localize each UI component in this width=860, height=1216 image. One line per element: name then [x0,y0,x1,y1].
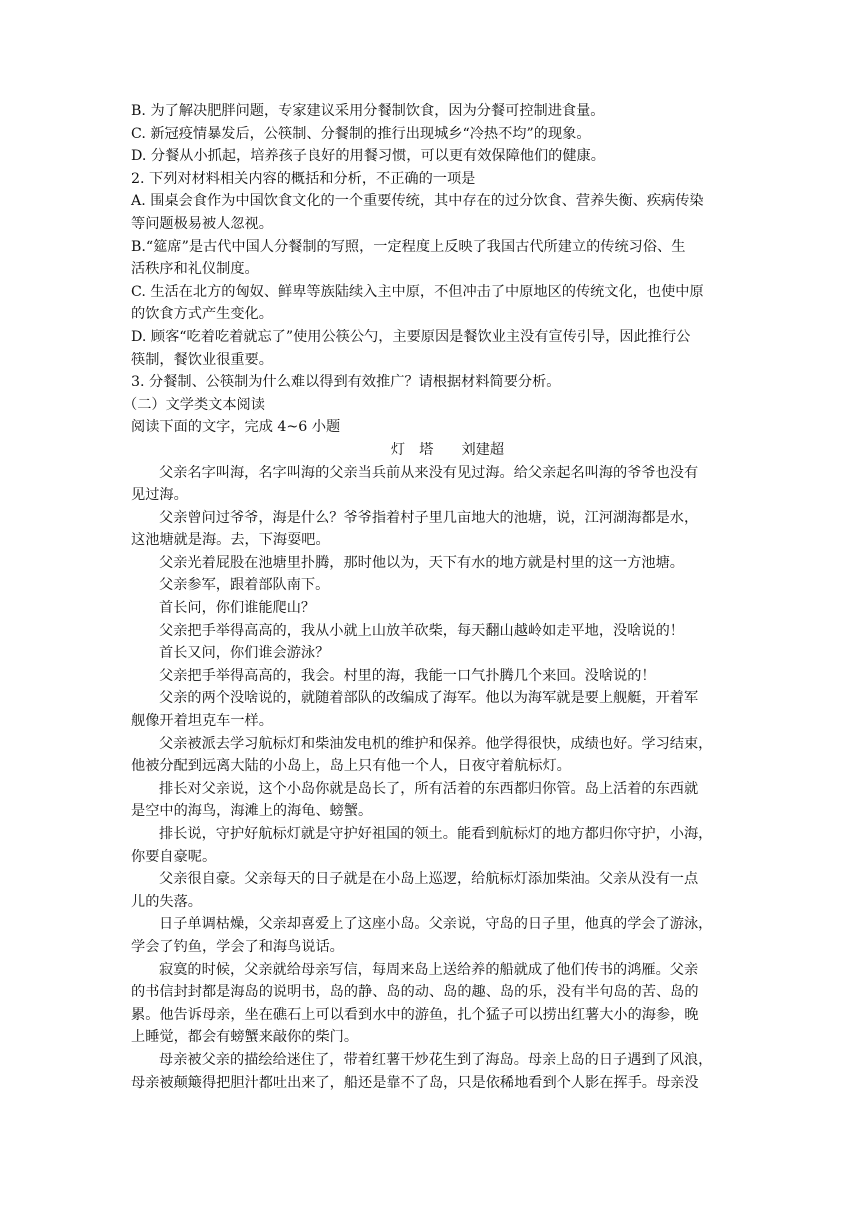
q2-option-b-line-1: B.“筵席”是古代中国人分餐制的写照，一定程度上反映了我国古代所建立的传统习俗、生 [131,238,686,255]
story-line: 母亲被颠簸得把胆汁都吐出来了，船还是靠不了岛，只是依稀地看到个人影在挥手。母亲没 [131,1074,699,1091]
option-b-line: B. 为了解决肥胖问题，专家建议采用分餐制饮食，因为分餐可控制进食量。 [131,103,605,119]
story-line: 他被分配到远离大陆的小岛上，岛上只有他一个人，日夜守着航标灯。 [131,758,571,775]
story-paragraph [131,959,740,1049]
story-paragraph [131,665,740,688]
story-line: 儿的失落。 [131,893,202,910]
question-3-stem: 3. 分餐制、公筷制为什么难以得到有效推广？请根据材料简要分析。 [131,374,561,391]
story-line: 排长对父亲说，这个小岛你就是岛长了，所有活着的东西都归你管。岛上活着的东西就 [159,780,699,797]
story-line: 父亲曾问过爷爷，海是什么？爷爷指着村子里几亩地大的池塘，说，江河湖海都是水， [159,509,699,526]
story-line: 学会了钓鱼，学会了和海鸟说话。 [131,938,344,955]
story-line: 首长又问，你们谁会游泳？ [159,645,330,662]
question-2-stem: 2. 下列对材料相关内容的概括和分析，不正确的一项是 [131,170,476,187]
story-body [131,462,740,1095]
story-title-line [131,439,740,462]
story-author: 刘建超 [461,441,505,458]
story-paragraph [131,620,740,643]
q2-option-d-line-2: 筷制，餐饮业很重要。 [131,351,273,368]
story-line: 的书信封封都是海岛的说明书，岛的静、岛的动、岛的趣、岛的乐，没有半句岛的苦、岛的 [131,984,699,1001]
q2-option-c-line-1: C. 生活在北方的匈奴、鲜卑等族陆续入主中原，不但冲击了中原地区的传统文化，也使中原 [131,283,704,300]
q2-option-d-line-1: D. 顾客“吃着吃着就忘了”使用公筷公勺，主要原因是餐饮业主没有宣传引导，因此推行公 [131,328,691,345]
story-paragraph [131,642,740,665]
option-c-line: C. 新冠疫情暴发后，公筷制、分餐制的推行出现城乡“冷热不均”的现象。 [131,125,591,142]
story-paragraph [131,574,740,597]
story-paragraph [131,687,740,732]
story-line: 首长问，你们谁能爬山？ [159,600,316,617]
story-paragraph [131,1049,740,1094]
story-line: 见过海。 [131,487,188,504]
story-title: 灯 塔 [390,441,434,458]
story-line: 父亲光着屁股在池塘里扑腾，那时他以为，天下有水的地方就是村里的这一方池塘。 [159,554,684,571]
story-line: 是空中的海鸟，海滩上的海龟、螃蟹。 [131,803,373,820]
section-heading: （二）文学类文本阅读 [123,396,265,413]
story-line: 父亲的两个没啥说的，就随着部队的改编成了海军。他以为海军就是要上舰艇，开着军 [159,690,699,707]
story-line: 这池塘就是海。去，下海耍吧。 [131,532,330,549]
story-line: 父亲把手举得高高的，我从小就上山放羊砍柴，每天翻山越岭如走平地，没啥说的！ [159,622,684,639]
story-paragraph [131,868,740,913]
story-line: 累。他告诉母亲，坐在礁石上可以看到水中的游鱼，扎个猛子可以捞出红薯大小的海参，晚 [131,1006,699,1023]
story-paragraph [131,597,740,620]
question-block [123,100,740,439]
option-d-line: D. 分餐从小抓起，培养孩子良好的用餐习惯，可以更有效保障他们的健康。 [131,148,605,165]
story-line: 排长说，守护好航标灯就是守护好祖国的领土。能看到航标灯的地方都归你守护，小海， [159,826,713,842]
story-line: 舰像开着坦克车一样。 [131,713,273,730]
story-line: 父亲被派去学习航标灯和柴油发电机的维护和保养。他学得很快，成绩也好。学习结束， [159,735,713,752]
story-paragraph [131,823,740,868]
q2-option-c-line-2: 的饮食方式产生变化。 [131,306,273,323]
reading-instruction: 阅读下面的文字，完成 4~6 小题 [131,419,341,436]
story-line: 日子单调枯燥，父亲却喜爱上了这座小岛。父亲说，守岛的日子里，他真的学会了游泳， [159,916,713,933]
story-line: 父亲把手举得高高的，我会。村里的海，我能一口气扑腾几个来回。没啥说的！ [159,667,656,684]
story-paragraph [131,507,740,552]
q2-option-a-line-1: A. 围桌会食作为中国饮食文化的一个重要传统，其中存在的过分饮食、营养失衡、疾病传染 [131,193,704,210]
q2-option-a-line-2: 等问题极易被人忽视。 [131,215,273,232]
story-line: 你要自豪呢。 [131,848,217,865]
story-paragraph [131,913,740,958]
story-paragraph [131,778,740,823]
story-paragraph [131,552,740,575]
story-line: 父亲很自豪。父亲每天的日子就是在小岛上巡逻，给航标灯添加柴油。父亲从没有一点 [159,871,699,888]
q2-option-b-line-2: 活秩序和礼仪制度。 [131,261,259,278]
story-line: 母亲被父亲的描绘给迷住了，带着红薯干炒花生到了海岛。母亲上岛的日子遇到了风浪， [159,1051,713,1068]
story-line: 上睡觉，都会有螃蟹来敲你的柴门。 [131,1029,359,1046]
story-line: 寂寞的时候，父亲就给母亲写信，每周来岛上送给养的船就成了他们传书的鸿雁。父亲 [159,961,699,978]
story-line: 父亲参军，跟着部队南下。 [159,577,330,594]
story-line: 父亲名字叫海，名字叫海的父亲当兵前从来没有见过海。给父亲起名叫海的爷爷也没有 [159,464,699,481]
story-paragraph [131,462,740,507]
story-paragraph [131,733,740,778]
